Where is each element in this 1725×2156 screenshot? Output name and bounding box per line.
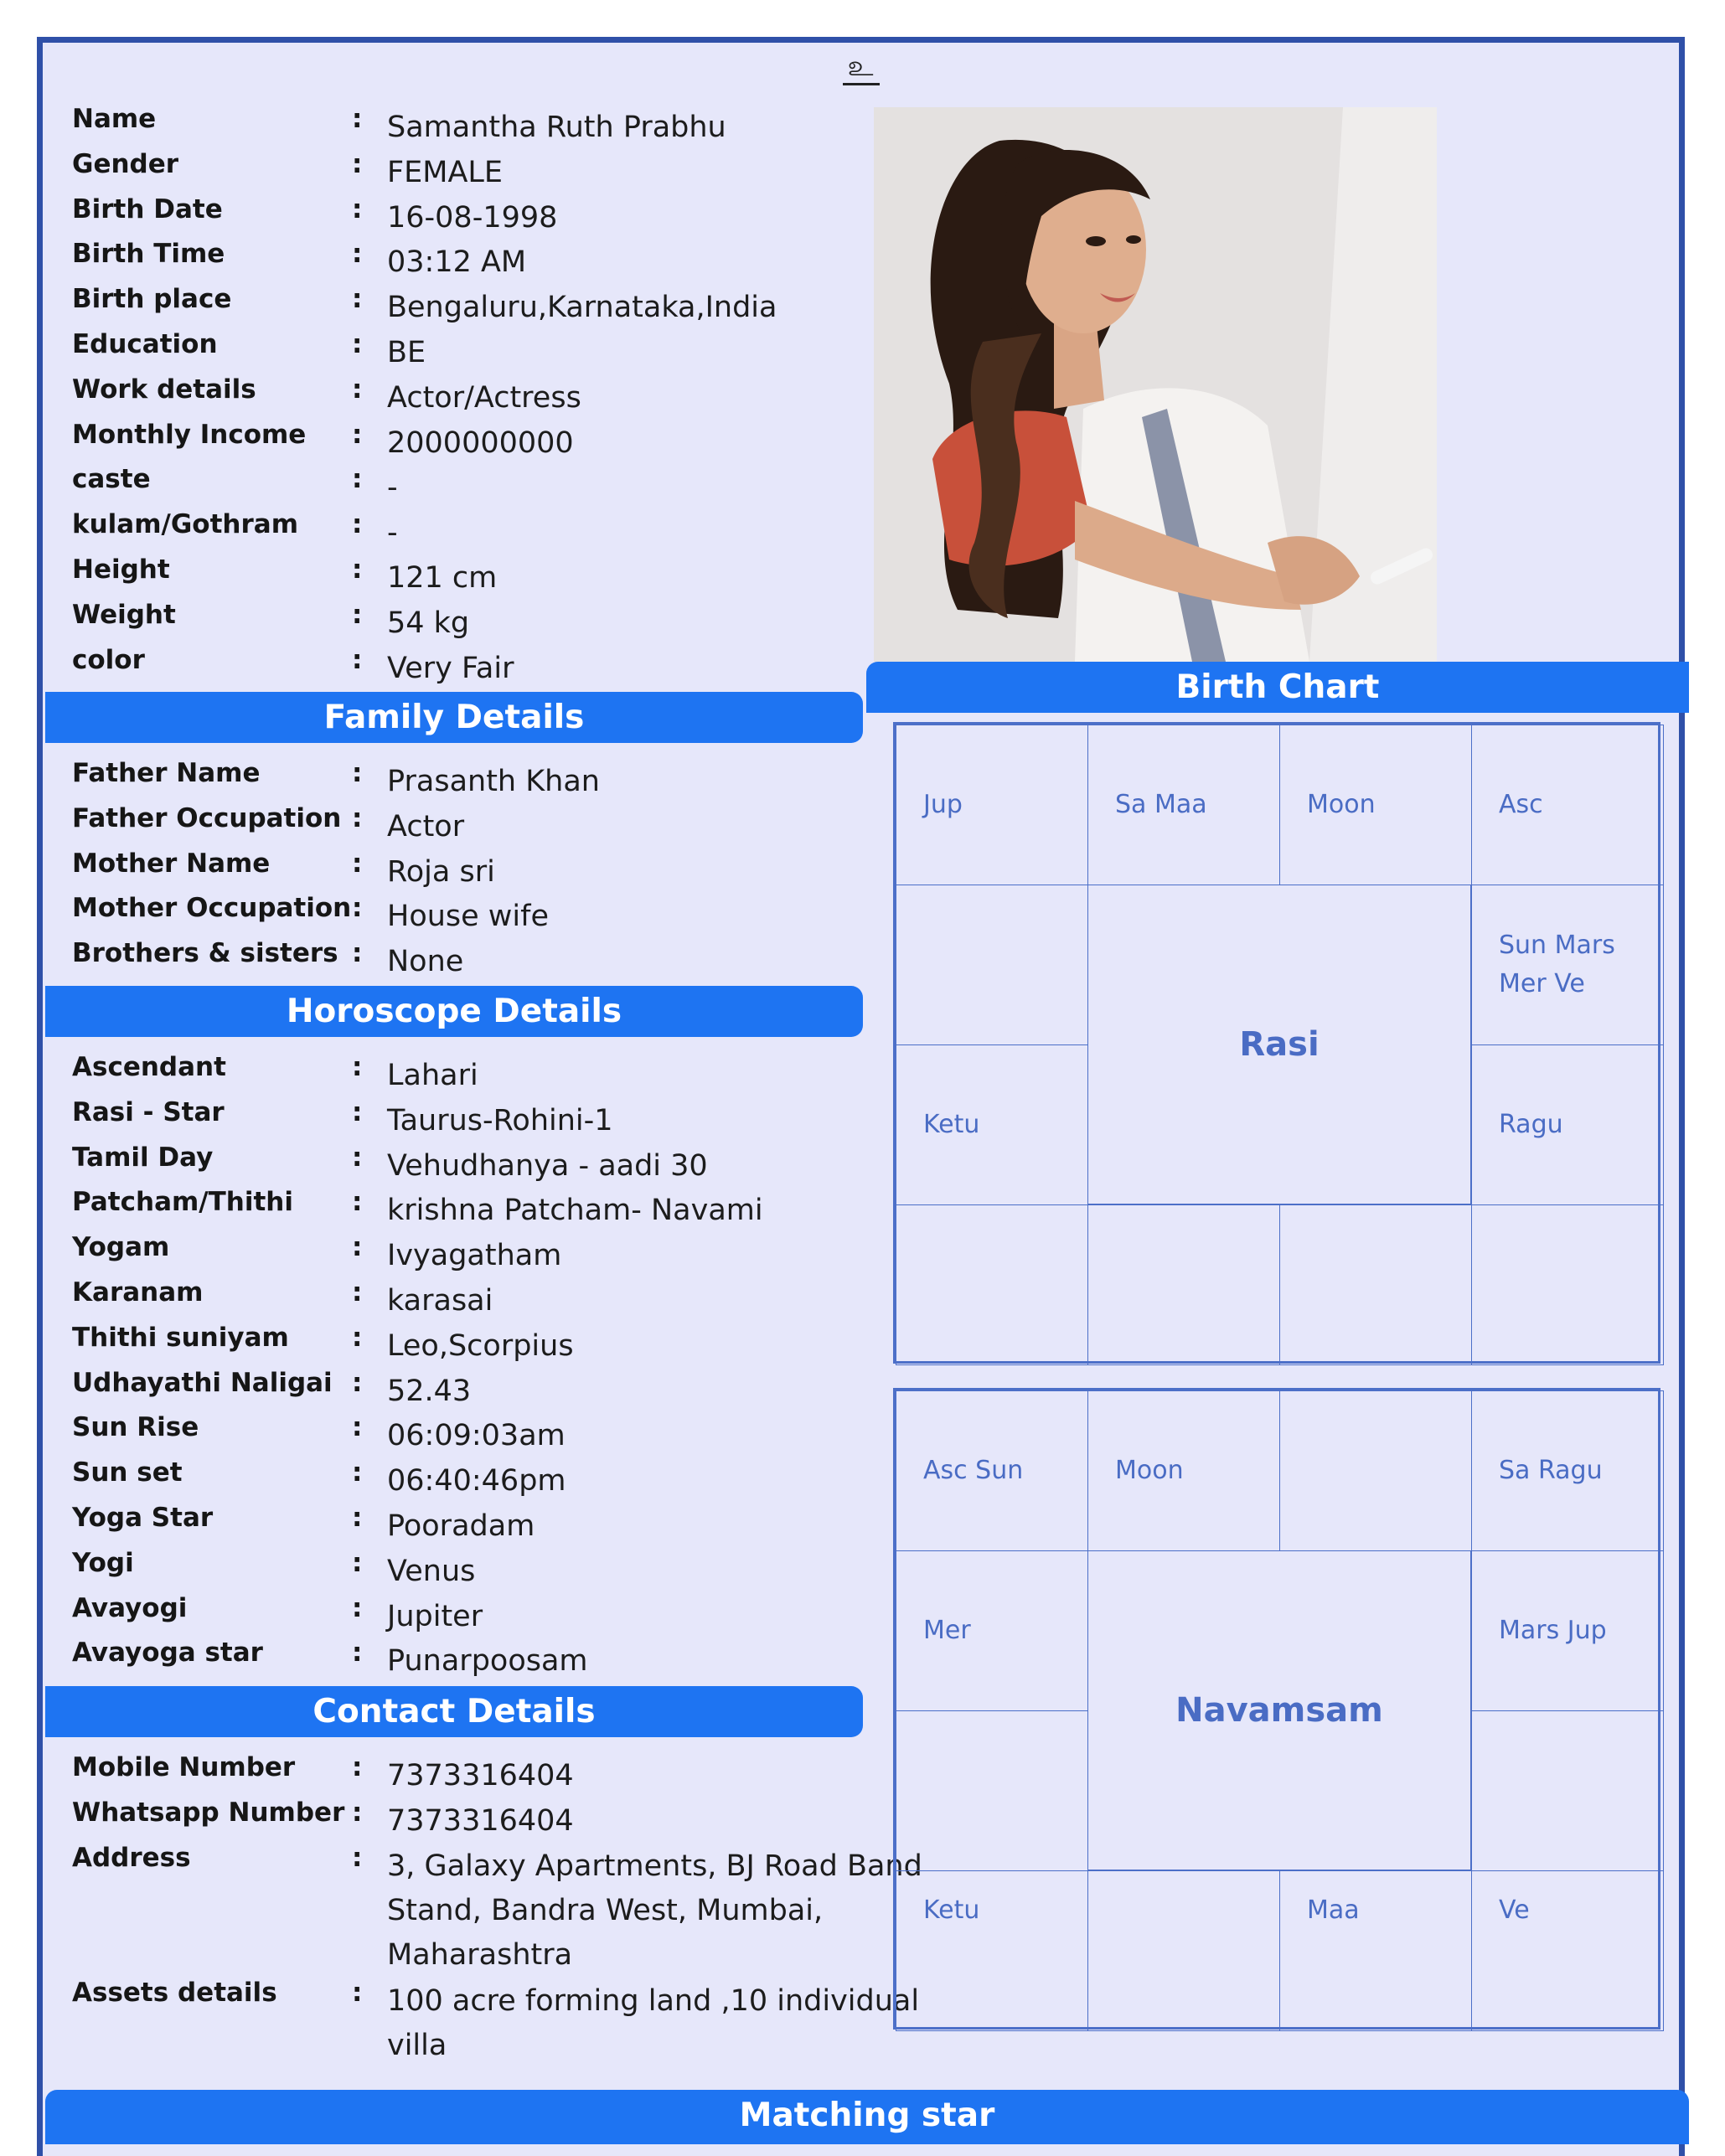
detail-separator: : [352,329,363,359]
matching-star-header: Matching star [45,2090,1689,2144]
detail-label: Father Occupation [72,802,342,833]
detail-separator: : [352,893,363,924]
detail-label: Brothers & sisters [72,938,338,969]
detail-separator: : [352,1503,363,1533]
detail-separator: : [352,1797,363,1828]
detail-separator: : [352,1096,363,1127]
detail-label: Education [72,329,218,359]
detail-label: caste [72,464,151,495]
chart-house-cell [1279,725,1472,885]
horoscope-details-header: Horoscope Details [45,986,863,1037]
detail-separator: : [352,419,363,450]
detail-label: Weight [72,599,176,630]
detail-value: Actor/Actress [387,380,581,415]
chart-house-cell [1087,1204,1280,1365]
detail-value: 2000000000 [387,426,574,460]
detail-value: Taurus-Rohini-1 [387,1103,613,1137]
chart-house-cell [896,1044,1088,1205]
detail-value: Ivyagatham [387,1239,562,1273]
chart-house-planets: Asc Sun [923,1456,1024,1485]
detail-label: Mother Occupation [72,893,352,924]
detail-value: karasai [387,1284,493,1318]
detail-value: Lahari [387,1059,478,1092]
detail-separator: : [352,1638,363,1669]
detail-separator: : [352,1052,363,1082]
detail-value: 7373316404 [387,1803,574,1838]
detail-value: Prasanth Khan [387,765,600,798]
detail-label: Mother Name [72,848,271,879]
detail-separator: : [352,554,363,585]
detail-label: Ascendant [72,1052,226,1082]
navamsam-chart [893,1388,1660,2030]
detail-label: Monthly Income [72,419,307,450]
detail-separator: : [352,1752,363,1782]
detail-value: Samantha Ruth Prabhu [387,111,726,144]
detail-label: Thithi suniyam [72,1322,289,1353]
birth-chart-header: Birth Chart [866,662,1689,713]
detail-label: Height [72,554,170,585]
chart-house-planets: Moon [1115,1456,1184,1485]
detail-separator: : [352,599,363,630]
chart-house-cell [896,1870,1088,2031]
detail-value: 52.43 [387,1374,472,1408]
detail-label: Yogam [72,1232,170,1263]
detail-value: 3, Galaxy Apartments, BJ Road Band Stand, Bandra West, Mumbai, Maharashtra [387,1849,922,1972]
chart-house-cell [1471,1204,1664,1365]
detail-label: Address [72,1842,191,1873]
detail-value: FEMALE [387,155,504,189]
detail-label: Work details [72,374,256,405]
detail-label: Yoga Star [72,1503,214,1533]
detail-separator: : [352,1322,363,1353]
detail-value: - [387,516,398,550]
rasi-chart-center-label: Rasi [1087,885,1471,1204]
detail-value: - [387,471,398,505]
detail-label: Birth Date [72,193,223,224]
detail-label: Assets details [72,1977,277,2008]
detail-separator: : [352,644,363,675]
detail-label: Udhayathi Naligai [72,1367,333,1398]
detail-value: Leo,Scorpius [387,1328,574,1363]
chart-house-cell [1279,1204,1472,1365]
detail-value: 121 cm [387,561,498,595]
detail-value: 100 acre forming land ,10 individual villa [387,1983,920,2062]
chart-house-planets: Ragu [1499,1110,1563,1139]
family-details-header: Family Details [45,692,863,743]
detail-value: Jupiter [387,1599,483,1633]
detail-separator: : [352,1187,363,1218]
chart-house-planets: Ketu [923,1896,980,1925]
detail-value: Vehudhanya - aadi 30 [387,1148,708,1183]
detail-separator: : [352,758,363,788]
chart-house-cell [896,725,1088,885]
detail-value: 7373316404 [387,1759,574,1792]
chart-house-cell [1471,725,1664,885]
chart-house-planets: Ve [1499,1896,1530,1925]
detail-label: Avayogi [72,1592,188,1623]
detail-separator: : [352,1457,363,1488]
detail-value: BE [387,336,426,369]
detail-value: House wife [387,900,550,934]
chart-house-planets: Sa Ragu [1499,1456,1603,1485]
chart-house-planets: Asc [1499,790,1543,819]
detail-label: Mobile Number [72,1752,296,1782]
chart-house-cell [1471,885,1664,1045]
rasi-chart [893,722,1660,1364]
detail-value: Bengaluru,Karnataka,India [387,291,777,325]
detail-separator: : [352,239,363,270]
detail-separator: : [352,1142,363,1173]
detail-label: Rasi - Star [72,1096,225,1127]
profile-photo [874,107,1437,662]
detail-value: None [387,945,464,979]
header-mark: உ [847,49,874,83]
detail-separator: : [352,509,363,540]
detail-value: 06:40:46pm [387,1464,566,1498]
detail-value: Very Fair [387,651,514,685]
detail-separator: : [352,148,363,179]
detail-label: Karanam [72,1277,204,1308]
detail-label: kulam/Gothram [72,509,298,540]
contact-details-header: Contact Details [45,1686,863,1737]
detail-value: 16-08-1998 [387,200,558,235]
detail-label: Whatsapp Number [72,1797,345,1828]
detail-separator: : [352,1412,363,1443]
header-mark-underline [843,83,880,85]
chart-house-cell [1471,1044,1664,1205]
detail-label: Birth place [72,284,232,315]
chart-house-planets: Maa [1307,1896,1360,1925]
navamsam-chart-center-label: Navamsam [1087,1550,1471,1870]
detail-separator: : [352,1547,363,1578]
chart-house-cell [1087,725,1280,885]
detail-value: Venus [387,1554,476,1588]
detail-label: Name [72,104,157,134]
detail-value: 06:09:03am [387,1419,566,1453]
detail-label: Yogi [72,1547,134,1578]
detail-value: 03:12 AM [387,245,527,280]
detail-label: Gender [72,148,179,179]
detail-separator: : [352,104,363,134]
chart-house-cell [1471,1870,1664,2031]
profile-photo-illustration [874,107,1437,662]
detail-label: Sun Rise [72,1412,199,1443]
detail-separator: : [352,1232,363,1263]
detail-value: Roja sri [387,854,495,889]
chart-house-planets: Mer [923,1616,971,1645]
chart-house-cell [896,1204,1088,1365]
chart-house-planets: Mars Jup [1499,1616,1607,1645]
detail-label: Avayoga star [72,1638,263,1669]
chart-house-cell [896,1710,1088,1871]
detail-label: Father Name [72,758,261,788]
detail-separator: : [352,1367,363,1398]
chart-house-cell [1087,1390,1280,1551]
chart-house-planets: Moon [1307,790,1376,819]
detail-separator: : [352,848,363,879]
chart-house-cell [896,885,1088,1045]
detail-separator: : [352,193,363,224]
detail-label: color [72,644,145,675]
chart-house-cell [896,1550,1088,1711]
detail-label: Tamil Day [72,1142,214,1173]
detail-separator: : [352,1842,363,1873]
detail-value: Pooradam [387,1509,535,1543]
detail-separator: : [352,802,363,833]
chart-house-cell [1087,1870,1280,2031]
detail-value: krishna Patcham- Navami [387,1194,763,1228]
detail-label: Patcham/Thithi [72,1187,293,1218]
detail-separator: : [352,1277,363,1308]
chart-house-planets: Sun Mars Mer Ve [1499,931,1615,998]
detail-separator: : [352,374,363,405]
chart-house-planets: Ketu [923,1110,980,1139]
detail-value: 54 kg [387,606,470,640]
chart-house-cell [1471,1390,1664,1551]
detail-value: Actor [387,809,465,843]
chart-house-cell [1471,1550,1664,1711]
detail-separator: : [352,284,363,315]
chart-house-cell [1471,1710,1664,1871]
detail-separator: : [352,464,363,495]
chart-house-cell [1279,1870,1472,2031]
detail-separator: : [352,1977,363,2008]
chart-house-cell [1279,1390,1472,1551]
chart-house-cell [896,1390,1088,1551]
detail-separator: : [352,1592,363,1623]
detail-separator: : [352,938,363,969]
detail-label: Sun set [72,1457,183,1488]
chart-house-planets: Sa Maa [1115,790,1207,819]
chart-house-planets: Jup [923,790,963,819]
detail-label: Birth Time [72,239,225,270]
detail-value: Punarpoosam [387,1644,588,1679]
